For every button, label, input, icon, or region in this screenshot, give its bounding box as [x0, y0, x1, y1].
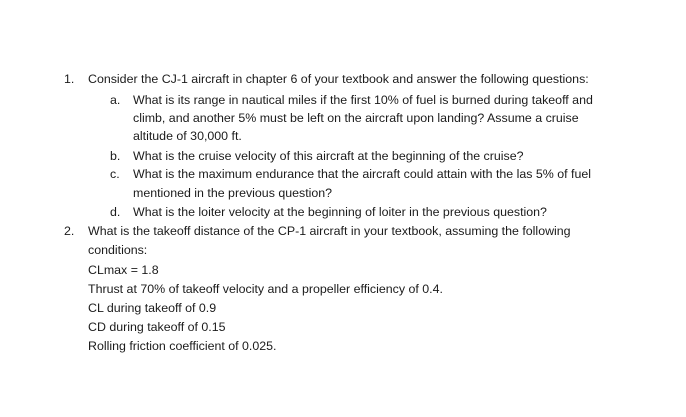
question-1a-line-3: altitude of 30,000 ft.	[133, 129, 242, 143]
question-1a-line-2: climb, and another 5% must be left on the aircraft upon landing? Assume a cruise	[133, 111, 579, 125]
question-2-condition-thrust: Thrust at 70% of takeoff velocity and a propeller efficiency of 0.4.	[88, 282, 443, 296]
question-2-condition-clmax: CLmax = 1.8	[88, 263, 159, 277]
question-1b-line-1: What is the cruise velocity of this aircraft at the beginning of the cruise?	[133, 149, 524, 163]
question-2-line-2: conditions:	[88, 243, 148, 257]
question-1b-letter: b.	[110, 149, 121, 163]
question-2-condition-friction: Rolling friction coefficient of 0.025.	[88, 339, 277, 353]
question-1c-line-1: What is the maximum endurance that the aircraft could attain with the las 5% of fuel	[133, 167, 591, 181]
question-1d-letter: d.	[110, 205, 121, 219]
question-1d-line-1: What is the loiter velocity at the beginning of loiter in the previous question?	[133, 205, 547, 219]
question-1a-line-1: What is its range in nautical miles if the first 10% of fuel is burned during takeoff and	[133, 93, 593, 107]
question-1c-letter: c.	[110, 167, 120, 181]
question-1a-letter: a.	[110, 93, 121, 107]
question-1-number: 1.	[64, 72, 75, 86]
question-1-text: Consider the CJ-1 aircraft in chapter 6 of your textbook and answer the following questions:	[88, 72, 589, 86]
question-1c-line-2: mentioned in the previous question?	[133, 186, 333, 200]
question-2-line-1: What is the takeoff distance of the CP-1 aircraft in your textbook, assuming the following	[88, 224, 571, 238]
question-2-number: 2.	[64, 224, 75, 238]
question-2-condition-cl: CL during takeoff of 0.9	[88, 301, 217, 315]
question-2-condition-cd: CD during takeoff of 0.15	[88, 320, 226, 334]
